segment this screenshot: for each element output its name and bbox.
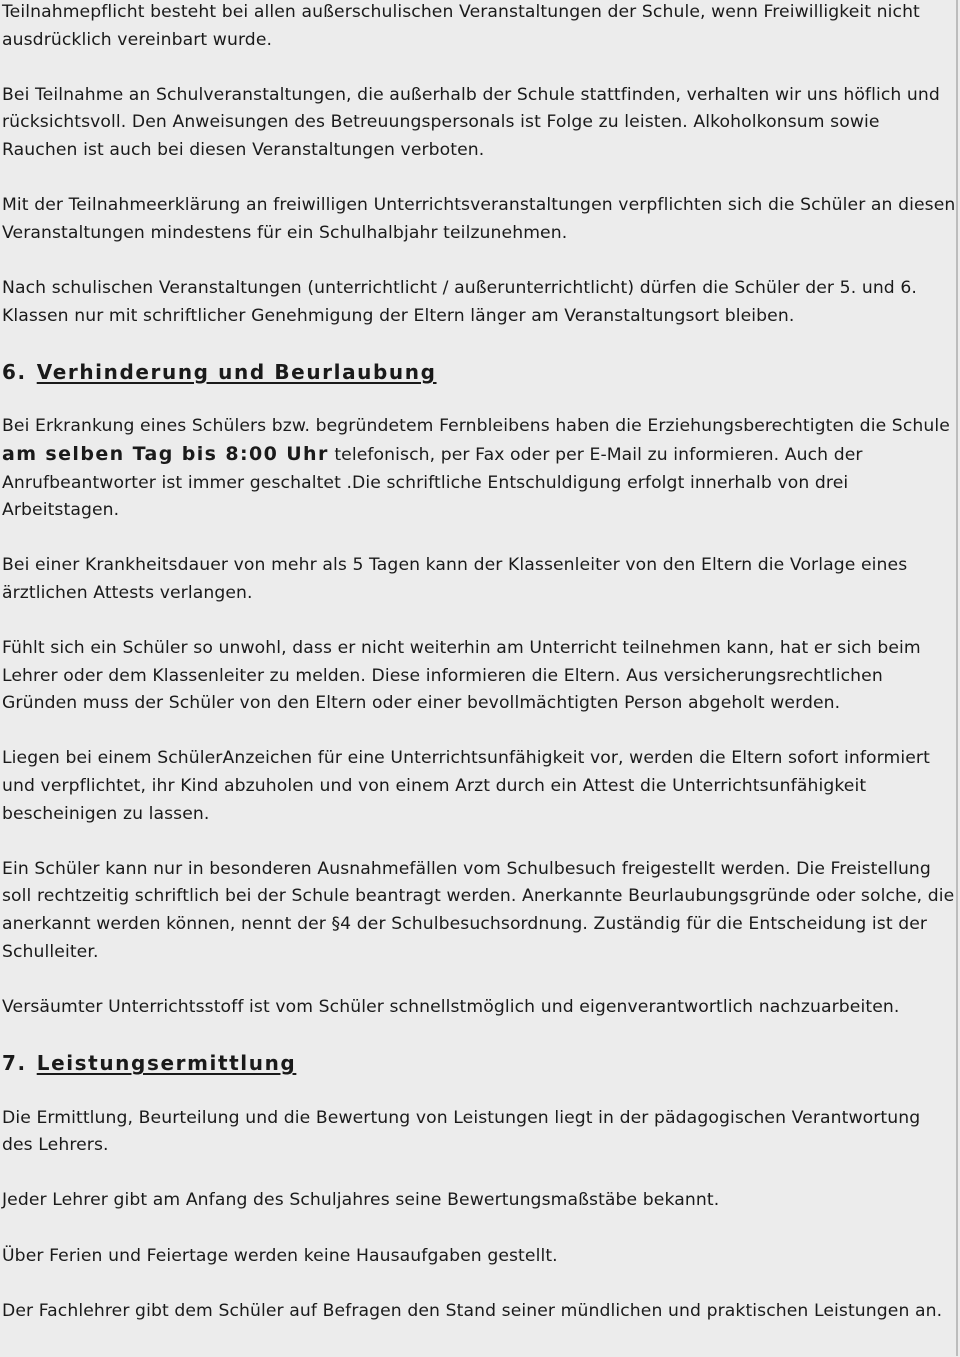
paragraph-leave-of-absence: Ein Schüler kann nur in besonderen Ausnahmefällen vom Schulbesuch freigestellt werden. Die Freistellung soll rechtzeitig schriftlich bei der Schule beantragt werden. Anerkannte Beurlaubungsgründe oder solche, die anerkannt werden können, nennt der §4 der Schulbesuchsordnung. Zuständig für die Entscheidung ist der Schulleiter. bbox=[2, 858, 955, 962]
section-7-title: Leistungsermittlung bbox=[36, 1050, 297, 1075]
paragraph-no-holiday-homework: Über Ferien und Feiertage werden keine Hausaufgaben gestellt. bbox=[2, 1245, 558, 1266]
paragraph-gap bbox=[2, 247, 956, 275]
section-6-number: 6. bbox=[2, 359, 27, 384]
paragraph-gap bbox=[2, 828, 956, 856]
paragraph-missed-material: Versäumter Unterrichtsstoff ist vom Schüler schnellstmöglich und eigenverantwortlich nachzuarbeiten. bbox=[2, 996, 900, 1017]
section-7-heading bbox=[2, 1049, 956, 1077]
paragraph-incapacity: Liegen bei einem SchülerAnzeichen für eine Unterrichtsunfähigkeit vor, werden die Eltern sofort informiert und verpflichtet, ihr Kind abzuholen und von einem Arzt durch ein Attest die Unterrichtsunfähigkeit bescheinigen zu lassen. bbox=[2, 748, 930, 824]
section-6-heading bbox=[2, 358, 956, 386]
paragraph-gap bbox=[2, 1270, 956, 1298]
section-7-number: 7. bbox=[2, 1050, 27, 1075]
paragraph-gap bbox=[2, 1077, 956, 1105]
section-6-title: Verhinderung und Beurlaubung bbox=[36, 359, 437, 384]
paragraph-gap bbox=[2, 386, 956, 414]
paragraph-gap bbox=[2, 1160, 956, 1188]
paragraph-gap bbox=[2, 1021, 956, 1049]
paragraph-assessment-responsibility: Die Ermittlung, Beurteilung und die Bewertung von Leistungen liegt in der pädagogischen Verantwortung des Lehrers. bbox=[2, 1107, 921, 1156]
illness-text-after: telefonisch, per Fax oder per E-Mail zu informieren. Auch der Anrufbeantworter ist immer geschaltet .Die schriftliche Entschuldigung erfolgt innerhalb von drei Arbeitstagen. bbox=[2, 444, 863, 521]
paragraph-grading-criteria: Jeder Lehrer gibt am Anfang des Schuljahres seine Bewertungsmaßstäbe bekannt. bbox=[2, 1190, 720, 1211]
paragraph-gap bbox=[2, 1215, 956, 1243]
paragraph-gap bbox=[2, 54, 956, 82]
paragraph-conduct-outside-school: Bei Teilnahme an Schulveranstaltungen, die außerhalb der Schule stattfinden, verhalten wir uns höflich und rücksichtsvoll. Den Anweisungen des Betreuungspersonals ist Folge zu leisten. Alkoholkonsum sowie Rauchen ist auch bei diesen Veranstaltungen verboten. bbox=[2, 84, 940, 160]
paragraph-gap bbox=[2, 718, 956, 746]
paragraph-gap bbox=[2, 966, 956, 994]
paragraph-medical-certificate: Bei einer Krankheitsdauer von mehr als 5 Tagen kann der Klassenleiter von den Eltern die Vorlage eines ärztlichen Attests verlangen. bbox=[2, 555, 908, 603]
paragraph-feeling-unwell: Fühlt sich ein Schüler so unwohl, dass er nicht weiterhin am Unterricht teilnehmen kann, hat er sich beim Lehrer oder dem Klassenleiter zu melden. Diese informieren die Eltern. Aus versicherungsrechtlichen Gründen muss der Schüler von den Eltern oder einer bevollmächtigten Person abgeholt werden. bbox=[2, 638, 921, 714]
paragraph-gap bbox=[2, 607, 956, 635]
illness-deadline-emphasis: am selben Tag bis 8:00 Uhr bbox=[2, 442, 329, 465]
paragraph-voluntary-events: Mit der Teilnahmeerklärung an freiwilligen Unterrichtsveranstaltungen verpflichten sich die Schüler an diesen Veranstaltungen mindestens für ein Schulhalbjahr teilzunehmen. bbox=[2, 195, 956, 243]
paragraph-performance-status: Der Fachlehrer gibt dem Schüler auf Befragen den Stand seiner mündlichen und praktischen Leistungen an. bbox=[2, 1300, 943, 1321]
paragraph-gap bbox=[2, 165, 956, 193]
illness-text-before: Bei Erkrankung eines Schülers bzw. begründetem Fernbleibens haben die Erziehungsberechtigten die Schule bbox=[2, 416, 950, 437]
paragraph-gap bbox=[2, 525, 956, 553]
paragraph-gap bbox=[2, 330, 956, 358]
paragraph-illness-notification bbox=[2, 413, 956, 524]
paragraph-participation-duty: Teilnahmepflicht besteht bei allen außerschulischen Veranstaltungen der Schule, wenn Freiwilligkeit nicht ausdrücklich vereinbart wurde. bbox=[2, 2, 920, 50]
paragraph-after-events: Nach schulischen Veranstaltungen (unterrichtlicht / außerunterrichtlicht) dürfen die Schüler der 5. und 6. Klassen nur mit schriftlicher Genehmigung der Eltern länger am Veranstaltungsort bleiben. bbox=[2, 277, 917, 326]
